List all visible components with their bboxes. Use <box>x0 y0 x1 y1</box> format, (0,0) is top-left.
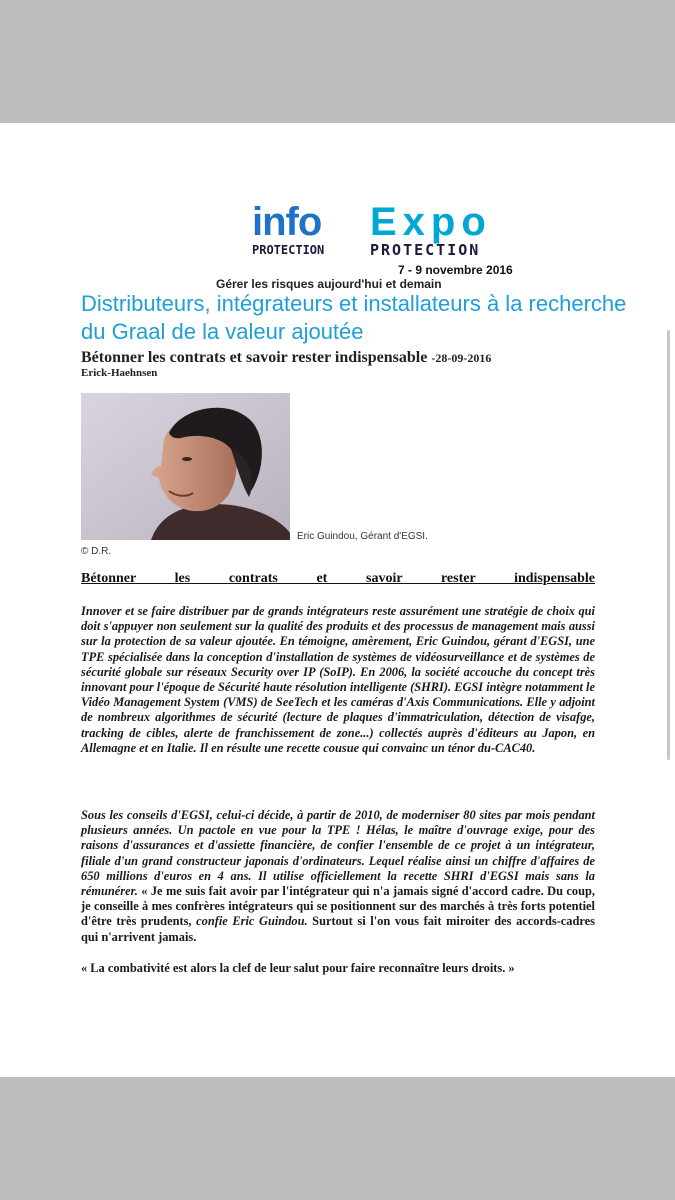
info-logo-word: info <box>252 200 322 244</box>
expo-protection-logo <box>370 200 560 259</box>
paragraph-2-attribution: confie Eric Guindou. <box>191 914 308 929</box>
paragraph-2-intro: Sous les conseils d'EGSI, celui-ci décide, à partir de 2010, de moderniser 80 sites par mois pendant plusieurs années. Un pactole en vue pour la TPE ! Hélas, le maître d'ouvrage exige, pour des raisons d'assurances et d'assiette financière, de confier l'ensemble de ce projet à un intégrateur, filiale d'un grand constructeur japonais d'ordinateurs. Lequel réalise ainsi un chiffre d'affaires de 650 millions d'euros en 4 ans. Il utilise officiellement la recette SHRI d'EGSI mais sans la rémunérer. <box>81 808 595 899</box>
event-tagline: Gérer les risques aujourd'hui et demain <box>216 277 442 291</box>
paragraph-2-quote-end: Surtout si l'on vous fait miroiter des accords-cadres qui n'arrivent jamais. <box>81 914 595 944</box>
article-date: -28-09-2016 <box>431 351 492 365</box>
portrait-photo <box>81 393 290 540</box>
body-paragraph-1: Innover et se faire distribuer par de grands intégrateurs reste assurément une stratégie de choix qui doit s'appuyer non seulement sur la qualité des produits et des processus de management mais aussi sur la protection de sa valeur ajoutée. En témoigne, amèrement, Eric Guindou, gérant d'EGSI, une TPE spécialisée dans la conception d'installation de systèmes de vidéosurveillance et de systèmes de sécurité globale sur réseaux Security over IP (SoIP). En 2006, la société accouche du concept très innovant pour l'époque de Sécurité haute résolution intelligente (SHRI). EGSI intègre notamment le Vidéo Management System (VMS) de SeeTech et les caméras d'Axis Communications. Elle y adjoint de nombreux algorithmes de sécurité (lecture de plaques d'immatriculation, détection de visafge, tracking de cibles, alerte de franchissement de zone...) collectés auprès d'éditeurs au Japon, en Allemagne et en Italie. Il en résulte une recette cousue qui convainc un ténor du-CAC40. <box>81 604 595 755</box>
top-margin <box>0 0 675 123</box>
bottom-margin <box>0 1077 675 1200</box>
photo-caption: Eric Guindou, Gérant d'EGSI. <box>297 531 428 542</box>
photo-credit: © D.R. <box>81 546 112 557</box>
section-title: Bétonner les contrats et savoir rester indispensable <box>81 571 595 586</box>
body-paragraph-2 <box>81 808 595 945</box>
article-author: Erick-Haehnsen <box>81 367 158 379</box>
expo-logo-subtitle: PROTECTION <box>370 241 481 259</box>
expo-logo-word: Expo <box>370 200 492 244</box>
paragraph-2-quote: « Je me suis fait avoir par l'intégrateur qui n'a jamais signé d'accord cadre. Du coup, je conseille à mes confrères intégrateurs qui se positionnent sur des marchés à très forts potentiel d'être très prudents, <box>81 884 595 929</box>
scrollbar[interactable] <box>667 330 670 760</box>
info-logo-subtitle: PROTECTION <box>252 243 325 257</box>
article-headline: Distributeurs, intégrateurs et installateurs à la recherche du Graal de la valeur ajoutée <box>81 291 627 344</box>
closing-quote: « La combativité est alors la clef de leur salut pour faire reconnaître leurs droits. » <box>81 961 515 975</box>
info-protection-logo <box>252 200 352 258</box>
event-dates: 7 - 9 novembre 2016 <box>398 263 513 277</box>
subhead-text: Bétonner les contrats et savoir rester indispensable <box>81 349 428 366</box>
article-subhead <box>81 349 491 367</box>
